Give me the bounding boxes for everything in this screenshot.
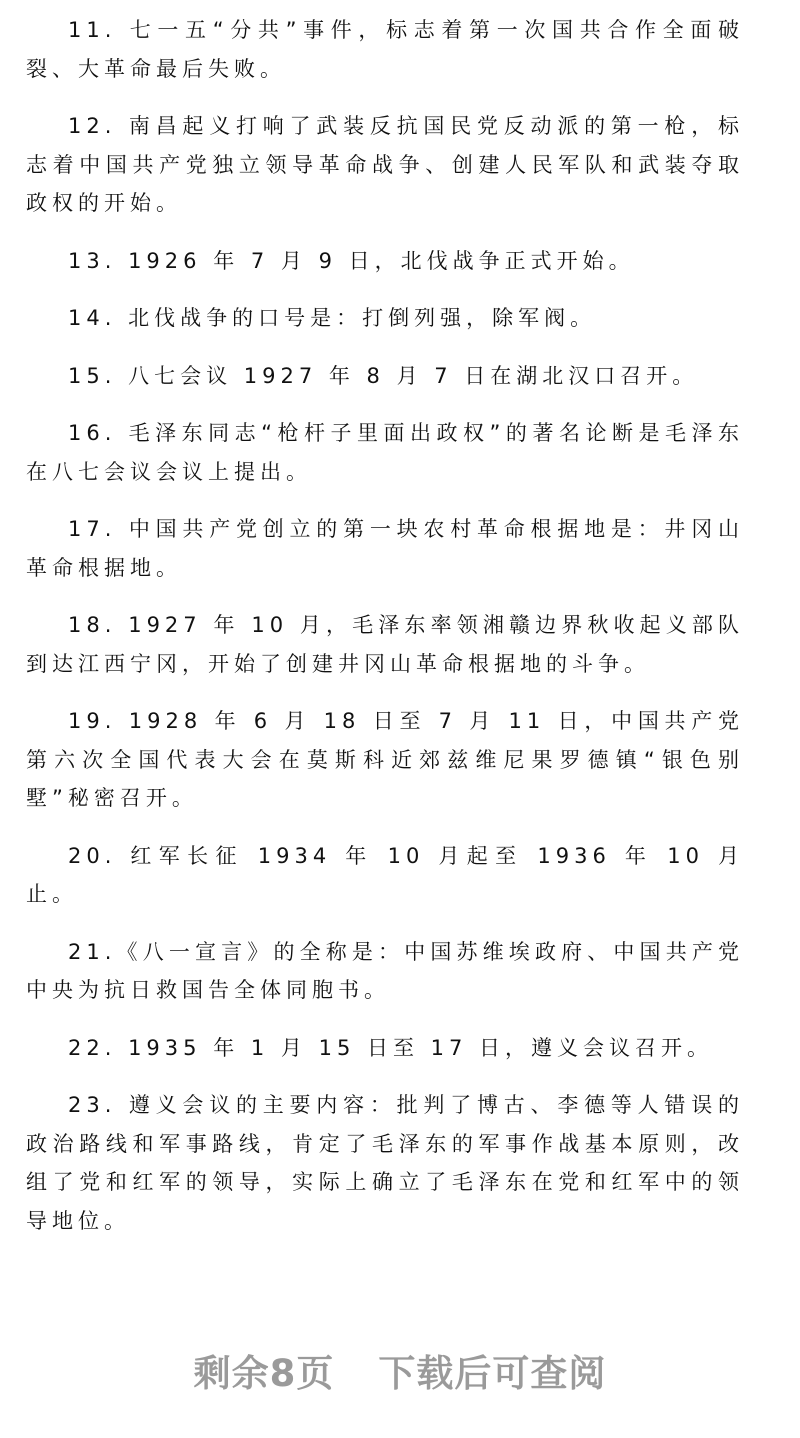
paragraph-20: 20. 红军长征 1934 年 10 月起至 1936 年 10 月止。 xyxy=(26,843,744,906)
remaining-pages-label: 剩余8页 xyxy=(193,1352,335,1395)
download-to-view-label: 下载后可查阅 xyxy=(378,1352,607,1395)
paragraph-15: 15. 八七会议 1927 年 8 月 7 日在湖北汉口召开。 xyxy=(68,363,699,388)
paragraph-16: 16. 毛泽东同志“枪杆子里面出政权”的著名论断是毛泽东在八七会议会议上提出。 xyxy=(26,421,744,484)
document-body xyxy=(26,0,744,1240)
paragraph-21: 21.《八一宣言》的全称是：中国苏维埃政府、中国共产党中央为抗日救国告全体同胞书。 xyxy=(26,939,744,1002)
paragraph-23: 23. 遵义会议的主要内容：批判了博古、李德等人错误的政治路线和军事路线，肯定了毛泽东的军事作战基本原则，改组了党和红军的领导，实际上确立了毛泽东在党和红军中的领导地位。 xyxy=(26,1093,744,1233)
paragraph-11: 11. 七一五“分共”事件，标志着第一次国共合作全面破裂、大革命最后失败。 xyxy=(26,18,744,81)
paragraph-22: 22. 1935 年 1 月 15 日至 17 日，遵义会议召开。 xyxy=(68,1035,714,1060)
paragraph-18: 18. 1927 年 10 月，毛泽东率领湘赣边界秋收起义部队到达江西宁冈，开始了创建井冈山革命根据地的斗争。 xyxy=(26,613,744,676)
paragraph-13: 13. 1926 年 7 月 9 日，北伐战争正式开始。 xyxy=(68,248,635,273)
paragraph-19: 19. 1928 年 6 月 18 日至 7 月 11 日，中国共产党第六次全国代表大会在莫斯科近郊兹维尼果罗德镇“银色别墅”秘密召开。 xyxy=(26,709,744,810)
download-prompt[interactable] xyxy=(0,1350,800,1438)
paragraph-14: 14. 北伐战争的口号是：打倒列强，除军阀。 xyxy=(68,306,597,330)
paragraph-17: 17. 中国共产党创立的第一块农村革命根据地是：井冈山革命根据地。 xyxy=(26,517,744,580)
paragraph-12: 12. 南昌起义打响了武装反抗国民党反动派的第一枪，标志着中国共产党独立领导革命战争、创建人民军队和武装夺取政权的开始。 xyxy=(26,114,744,215)
